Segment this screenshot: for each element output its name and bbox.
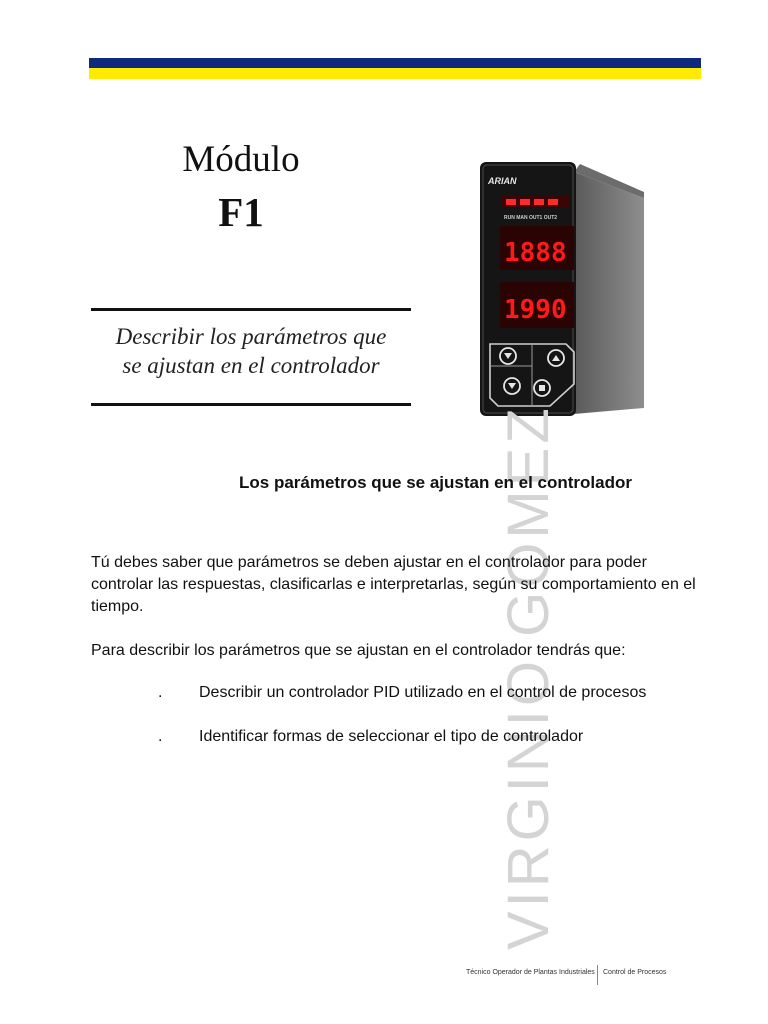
module-subtitle	[91, 322, 411, 380]
subtitle-line-2: se ajustan en el controlador	[122, 353, 380, 378]
module-code: F1	[218, 189, 264, 235]
device-display-bottom: 1990	[504, 295, 567, 325]
footer-course-name: Control de Procesos	[603, 969, 667, 976]
title-rule-top	[91, 308, 411, 311]
footer-program-name: Técnico Operador de Plantas Industriales	[466, 969, 595, 976]
device-display-top: 1888	[504, 238, 567, 268]
footer-divider	[597, 965, 598, 985]
objectives-paragraph: Para describir los parámetros que se ajustan en el controlador tendrás que:	[91, 642, 626, 659]
device-indicator-labels: RUN MAN OUT1 OUT2	[504, 215, 558, 221]
device-side-panel	[574, 172, 644, 414]
watermark-text: VIRGINIO GOMEZ	[496, 404, 561, 950]
module-word: Módulo	[182, 139, 300, 180]
subtitle-line-1: Describir los parámetros que	[115, 324, 387, 349]
bullet-item-controller-type: Identificar formas de seleccionar el tipo de controlador	[199, 728, 584, 745]
intro-paragraph: Tú debes saber que parámetros se deben ajustar en el controlador para poder controlar las respuestas, clasificarlas e interpretarlas, según su comportamiento en el tiempo.	[91, 554, 696, 615]
header-band-blue	[89, 58, 701, 68]
title-rule-bottom	[91, 403, 411, 406]
header-band-yellow	[89, 68, 701, 79]
bullet-item-pid: Describir un controlador PID utilizado en el control de procesos	[199, 684, 647, 701]
device-brand-label: ARIAN	[488, 176, 517, 186]
section-heading: Los parámetros que se ajustan en el controlador	[239, 473, 632, 492]
controller-device-image	[476, 158, 648, 418]
bullet-marker: .	[158, 728, 163, 745]
bullet-marker: .	[158, 684, 163, 701]
